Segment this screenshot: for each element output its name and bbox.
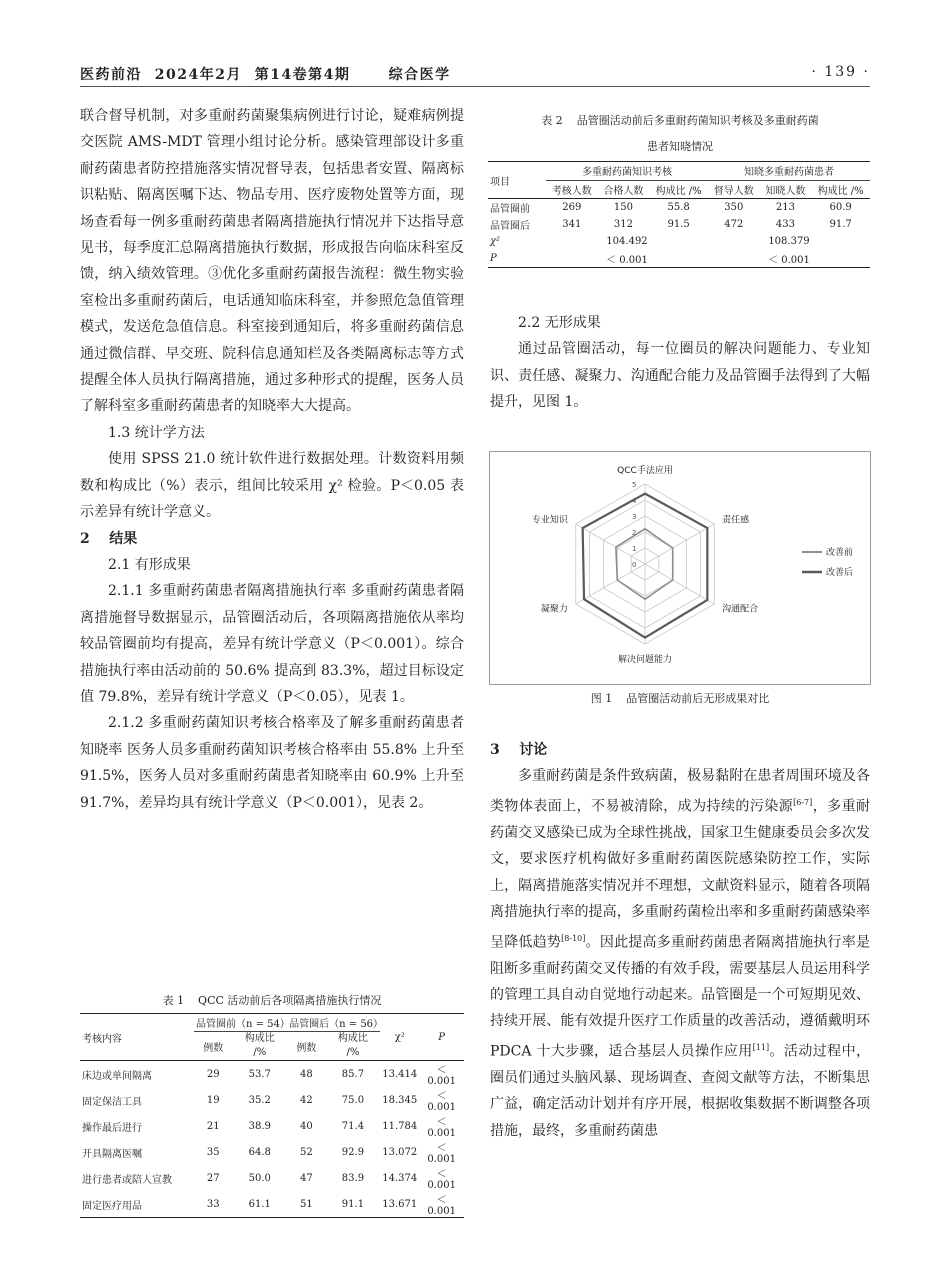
radar-scale-tick: 2 [632,529,637,537]
radar-axis-label: 解决问题能力 [617,655,673,665]
radar-scale-tick: 1 [632,545,637,553]
right-column [490,737,870,1144]
radar-axis-label: 专业知识 [531,515,568,526]
paragraph-discussion: 多重耐药菌是条件致病菌，极易黏附在患者周围环境及各类物体表面上，不易被清除，成为持续的污染源[6-7]，多重耐药菌交叉感染已成为全球性挑战，国家卫生健康委员会多次发文，要求医疗机构做好多重耐药菌医院感染防控工作，实际上，隔离措施落实情况并不理想，文献资料显示，随着各项隔离措施执行率的提高，多重耐药菌检出率和多重耐药菌感染率呈降低趋势[8-10]。因此提高多重耐药菌患者隔离措施执行率是阻断多重耐药菌交叉传播的有效手段，需要基层人员运用科学的管理工具自动自觉地行动起来。品管圈是一个可短期见效、持续开展、能有效提升医疗工作质量的改善活动，遵循戴明环 PDCA 十大步骤，适合基层人员操作应用[11]。活动过程中，圈员们通过头脑风暴、现场调查、查阅文献等方法，不断集思广益，确定活动计划并有序开展，根据收集数据不断调整各项措施，最终，多重耐药菌患 [490,768,871,1139]
table-row: 固定保洁工具 19 35.2 42 75.0 18.345 ＜ 0.001 [82,1091,456,1113]
paragraph-continued: 联合督导机制，对多重耐药菌聚集病例进行讨论，疑难病例提交医院 AMS-MDT 管理小组讨论分析。感染管理部设计多重耐药菌患者防控措施落实情况督导表，包括患者安置、隔离标识粘贴、隔离医嘱下达、物品专用、医疗废物处置等方面，现场查看每一例多重耐药菌患者隔离措施执行情况并下达指导意见书，每季度汇总隔离措施执行数据，形成报告向临床科室反馈，纳入绩效管理。③优化多重耐药菌报告流程：微生物实验室检出多重耐药菌后，电话通知临床科室，并参照危急值管理模式，发送危急值信息。科室接到通知后，将多重耐药菌信息通过微信群、早交班、院科信息通知栏及各类隔离标志等方式提醒全体人员执行隔离措施，通过多种形式的提醒，医务人员了解科室多重耐药菌患者的知晓率大大提高。 [80,108,464,415]
figure1-frame [489,451,871,685]
heading-discussion: 3 讨论 [490,742,548,758]
page-number: · 139 · [811,64,870,80]
table-row: 操作最后进行 21 38.9 40 71.4 11.784 ＜ 0.001 [82,1117,456,1139]
table-row: 品管圈前 269 150 55.8 350 213 60.9 [490,202,852,215]
table1-caption: 表 1 QCC 活动前后各项隔离措施执行情况 [162,994,382,1007]
radar-axis-label: 凝聚力 [540,604,568,615]
paragraph-2-2: 通过品管圈活动，每一位圈员的解决问题能力、专业知识、责任感、凝聚力、沟通配合能力及品管圈手法得到了大幅提升，见图 1。 [490,341,870,411]
citation: [11] [752,1042,770,1052]
citation: [6-7] [793,797,813,807]
table2-subheader: 考核人数 [546,180,598,199]
paragraph-2-1-1: 2.1.1 多重耐药菌患者隔离措施执行率 多重耐药菌患者隔离措施督导数据显示，品管圈活动后，各项隔离措施依从率均较品管圈前均有提高，差异有统计学意义（P＜0.001）。综合措施执行率由活动前的 50.6% 提高到 83.3%，超过目标设定值 79.8%，差异有统计学意义（P＜0.05），见表 1。 [80,583,464,705]
journal-info: 医药前沿 2024年2月 第14卷第4期 综合医学 [80,67,451,83]
table-row: 床边或单间隔离 29 53.7 48 85.7 13.414 ＜ 0.001 [82,1065,456,1087]
table1-sub-cases: 例数 [194,1032,232,1061]
table2-caption-line1: 表 2 品管圈活动前后多重耐药菌知识考核及多重耐药菌 [541,114,819,127]
heading-1-3: 1.3 统计学方法 [108,424,205,441]
figure1-caption: 图 1 品管圈活动前后无形成果对比 [590,692,770,705]
radar-scale-tick: 0 [632,561,637,569]
table-row: 进行患者或陪人宣教 27 50.0 47 83.9 14.374 ＜ 0.001 [82,1169,456,1191]
table1-header-after: 品管圈后（n = 56） [287,1014,380,1032]
table2-subheader: 督导人数 [708,180,760,199]
table2-subheader: 构成比 /% [649,180,708,199]
table2-subheader: 合格人数 [598,180,650,199]
left-column [80,103,464,816]
table-row: 品管圈后 341 312 91.5 472 433 91.7 [490,219,852,232]
table1-header-item: 考核内容 [80,1014,194,1061]
radar-scale-tick: 3 [632,513,637,521]
table1-header-before: 品管圈前（n = 54） [194,1014,287,1032]
table1-header-p: P [419,1014,464,1061]
citation: [8-10] [561,933,586,943]
radar-axis-line [645,524,714,564]
heading-2-2: 2.2 无形成果 [518,315,601,331]
table1 [80,1013,464,1218]
heading-2-1: 2.1 有形成果 [108,556,191,573]
heading-results: 2 结果 [80,530,138,547]
running-header [80,64,870,87]
table2 [488,161,870,268]
radar-scale-tick: 5 [632,481,637,489]
table1-sub-cases: 例数 [287,1032,325,1061]
table2-subheader: 构成比 /% [811,180,870,199]
table2-header-knowledge: 多重耐药菌知识考核 [546,162,708,181]
radar-chart [490,452,870,684]
table2-header-awareness: 知晓多重耐药菌患者 [708,162,870,181]
table2-caption-line2: 患者知晓情况 [647,140,713,153]
radar-scale-tick: 4 [632,497,637,505]
table1-sub-ratio: 构成比 /% [232,1032,287,1061]
table-row: 固定医疗用品 33 61.1 51 91.1 13.671 ＜ 0.001 [80,1191,464,1218]
legend-label: 改善后 [826,568,854,578]
radar-axis-label: 责任感 [722,515,750,526]
radar-axis-line [576,564,645,604]
table-row: 开具隔离医嘱 35 64.8 52 92.9 13.072 ＜ 0.001 [82,1143,456,1165]
table2-header-item: 项目 [488,162,546,199]
table2-subheader: 知晓人数 [760,180,812,199]
radar-axis-label: QCC手法应用 [617,466,673,476]
legend-label: 改善前 [826,548,854,558]
section-2-2 [490,310,870,416]
paragraph-stats: 使用 SPSS 21.0 统计软件进行数据处理。计数资料用频数和构成比（%）表示，组间比较采用 χ² 检验。P＜0.05 表示差异有统计学意义。 [80,451,464,521]
table-row: P ＜ 0.001 ＜ 0.001 [488,250,870,268]
paragraph-2-1-2: 2.1.2 多重耐药菌知识考核合格率及了解多重耐药菌患者知晓率 医务人员多重耐药菌知识考核合格率由 55.8% 上升至 91.5%，医务人员对多重耐药菌患者知晓率由 60.9% 上升至 91.7%，差异均具有统计学意义（P＜0.001），见表 2。 [80,715,464,811]
radar-axis-label: 沟通配合 [722,604,759,615]
table1-header-chi: χ² [380,1014,419,1061]
table-row: χ² 104.492 108.379 [490,236,810,247]
table1-sub-ratio: 构成比 /% [326,1032,381,1061]
radar-axis-line [645,564,714,604]
